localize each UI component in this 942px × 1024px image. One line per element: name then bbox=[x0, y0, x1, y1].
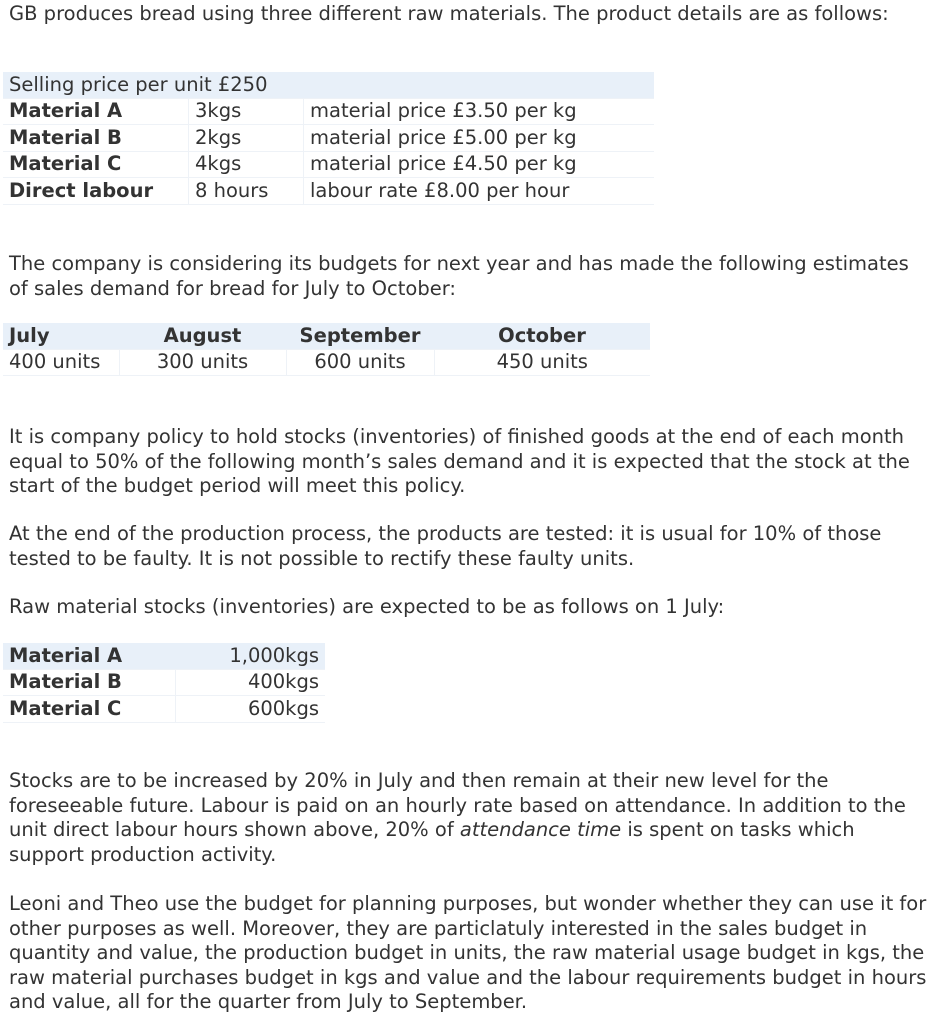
table-row bbox=[3, 151, 654, 178]
table-row bbox=[3, 696, 325, 723]
stocks-text-end: is spent on tasks which support production activity. bbox=[9, 818, 855, 866]
units-august: 300 units bbox=[119, 349, 286, 376]
table-row bbox=[3, 349, 650, 376]
labour-name: Direct labour bbox=[3, 178, 189, 205]
month-header-july: July bbox=[3, 323, 119, 349]
labour-rate: labour rate £8.00 per hour bbox=[304, 178, 655, 205]
raw-material-stock-table bbox=[3, 643, 325, 723]
table-row bbox=[3, 323, 650, 349]
policy-paragraph: It is company policy to hold stocks (inventories) of finished goods at the end of each month equal to 50% of the following month’s sales demand and it is expected that the stock at the start of the budget period will meet this policy. bbox=[9, 425, 910, 497]
material-name: Material A bbox=[3, 98, 189, 125]
units-july: 400 units bbox=[3, 349, 119, 376]
attendance-time-emphasis: attendance time bbox=[459, 818, 622, 841]
material-price: material price £5.00 per kg bbox=[304, 125, 655, 152]
intro-paragraph: GB produces bread using three different raw materials. The product details are as follows: bbox=[9, 2, 889, 25]
material-price: material price £3.50 per kg bbox=[304, 98, 655, 125]
raw-material-qty: 600kgs bbox=[175, 696, 325, 723]
material-qty: 4kgs bbox=[189, 151, 304, 178]
raw-material-qty: 400kgs bbox=[175, 669, 325, 696]
material-name: Material C bbox=[3, 151, 189, 178]
raw-stock-intro: Raw material stocks (inventories) are expected to be as follows on 1 July: bbox=[9, 595, 725, 618]
table-row bbox=[3, 98, 654, 125]
testing-paragraph: At the end of the production process, the products are tested: it is usual for 10% of those tested to be faulty. It is not possible to rectify these faulty units. bbox=[9, 522, 882, 570]
table-row bbox=[3, 669, 325, 696]
raw-material-qty: 1,000kgs bbox=[175, 643, 325, 669]
material-price: material price £4.50 per kg bbox=[304, 151, 655, 178]
raw-material-name: Material A bbox=[3, 643, 175, 669]
raw-material-name: Material C bbox=[3, 696, 175, 723]
month-header-september: September bbox=[286, 323, 434, 349]
table-row bbox=[3, 72, 654, 98]
material-qty: 3kgs bbox=[189, 98, 304, 125]
selling-price: Selling price per unit £250 bbox=[3, 72, 654, 98]
table-row bbox=[3, 643, 325, 669]
budget-intro-paragraph: The company is considering its budgets for next year and has made the following estimates of sales demand for bread for July to October: bbox=[9, 252, 909, 300]
sales-demand-table bbox=[3, 323, 650, 376]
month-header-august: August bbox=[119, 323, 286, 349]
month-header-october: October bbox=[434, 323, 650, 349]
stocks-paragraph bbox=[9, 769, 929, 867]
table-row bbox=[3, 178, 654, 205]
material-qty: 2kgs bbox=[189, 125, 304, 152]
closing-paragraph: Leoni and Theo use the budget for planning purposes, but wonder whether they can use it for other purposes as well. Moreover, they are particlatuly interested in the sales budget in quantity and value, the production budget in units, the raw material usage budget in kgs, the raw material purchases budget in kgs and value and the labour requirements budget in hours and value, all for the quarter from July to September. bbox=[9, 892, 927, 1013]
units-october: 450 units bbox=[434, 349, 650, 376]
table-row bbox=[3, 125, 654, 152]
raw-material-name: Material B bbox=[3, 669, 175, 696]
stocks-text-start: Stocks are to be increased by 20% in July and then remain at their new level for the foreseeable future. Labour is paid on an hourly rate based on attendance. In addition to the unit direct labour hours shown above, 20% of bbox=[9, 769, 906, 841]
labour-hours: 8 hours bbox=[189, 178, 304, 205]
material-name: Material B bbox=[3, 125, 189, 152]
units-september: 600 units bbox=[286, 349, 434, 376]
product-details-table bbox=[3, 72, 654, 205]
